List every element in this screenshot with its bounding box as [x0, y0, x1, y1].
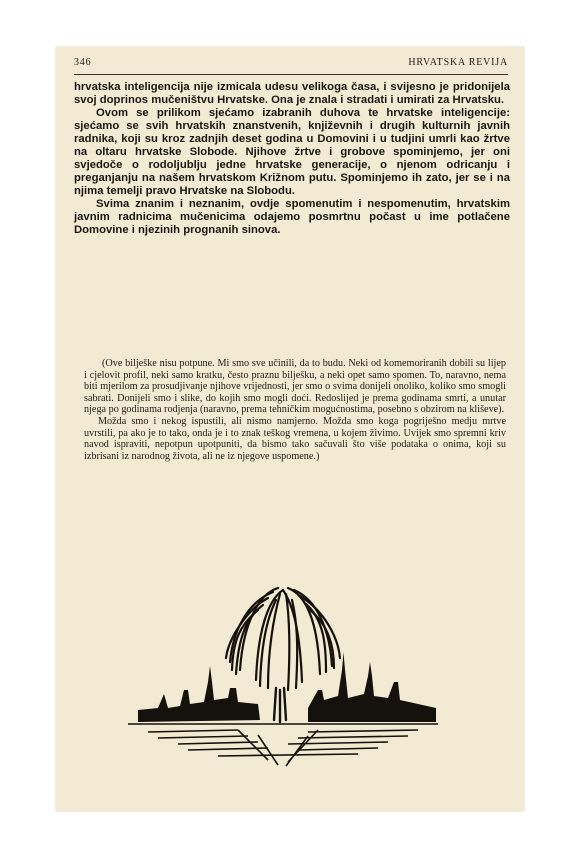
editorial-note: [84, 358, 506, 462]
header-rule: [74, 74, 508, 75]
main-text: [74, 81, 510, 237]
note-paragraph-2: Možda smo i nekog ispustili, ali nismo namjerno. Možda smo koga pogriješno medju mrtve uvrstili, pa ako je to tako, onda je i to znak teškog vremena, u kojem živimo. Uvijek smo spremni kriv navod ispraviti, nepotpun upotpuniti, da bismo tako sačuvali što više podataka o onima, koji su izbrisani iz narodnog života, ali ne iz njegove uspomene.): [84, 415, 506, 462]
paragraph-1: hrvatska inteligencija nije izmicala udesu velikoga časa, i svijesno je pridonijela svoj doprinos mučeništvu Hrvatske. Ona je znala i stradati i umirati za Hrvatsku.: [74, 81, 510, 106]
page-number: 346: [74, 57, 92, 68]
ground-hatching: [128, 724, 438, 766]
scanned-page: [56, 47, 524, 811]
willow-trunk: [274, 688, 286, 722]
willow-crown: [226, 588, 340, 690]
running-header: [74, 57, 508, 75]
journal-title: HRVATSKA REVIJA: [408, 57, 508, 68]
paragraph-3: Svima znanim i neznanim, ovdje spomenutim i nespomenutim, hrvatskim javnim radnicima mučenicima odajemo posmrtnu počast u ime potlačene Domovine i njezinih prognanih sinova.: [74, 198, 510, 236]
willow-illustration: [118, 570, 448, 770]
paragraph-2: Ovom se prilikom sjećamo izabranih duhova te hrvatske inteligencije: sjećamo se svih hrvatskih znanstvenih, književnih i drugih kulturnih javnih radnika, koji su kroz zadnjih deset godina u Domovini i u tudjini umrli kao žrtve na oltaru hrvatske Slobode. Njihove žrtve i grobove spominjemo, jer oni svjedoče o rodoljublju jedne hrvatske generacije, o njenom odricanju i preganjanju na našem hrvatskom Križnom putu. Spominjemo ih zato, jer se i na njima temelji pravo Hrvatske na Slobodu.: [74, 107, 510, 197]
note-paragraph-1: (Ove bilješke nisu potpune. Mi smo sve učinili, da to budu. Neki od komemoriranih dobili su lijep i cjelovit profil, neki samo kratku, često praznu bilješku, a neki opet samo spomen. To, naravno, nema biti mjerilom za prosudjivanje njihove vrijednosti, jer smo o svima donijeli onoliko, koliko smo smogli sabrati. Donijeli smo i slike, do kojih smo mogli doći. Redoslijed je prema godinama smrti, a unutar njega po godinama rodjenja (naravno, prema tehničkim mogućnostima, posebno s obzirom na kliševe).: [84, 358, 506, 416]
city-skyline: [138, 652, 436, 722]
